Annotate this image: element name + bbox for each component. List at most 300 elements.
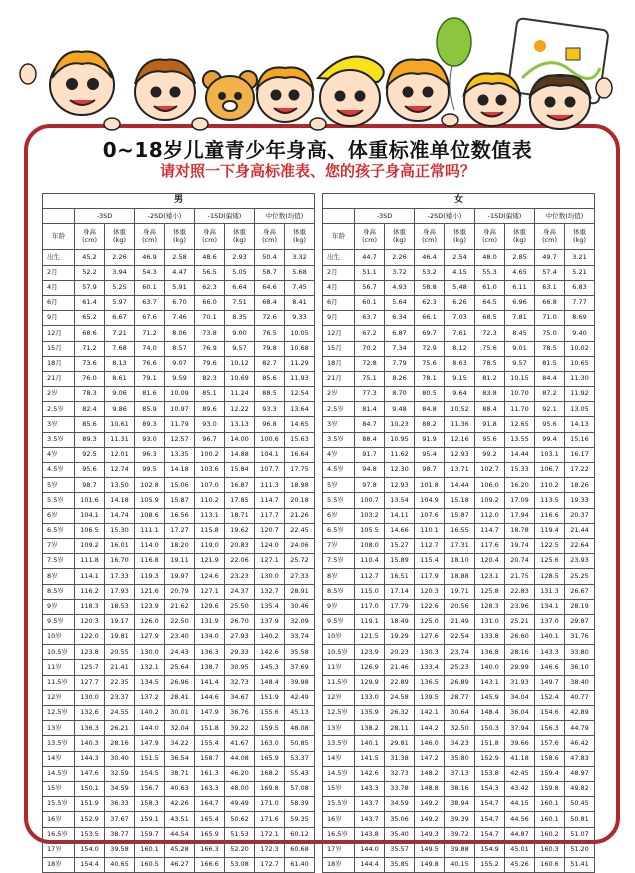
value-cell: 102.7 — [475, 463, 505, 478]
value-cell: 111.1 — [135, 523, 165, 538]
value-cell: 4.93 — [385, 280, 415, 295]
value-cell: 44.79 — [565, 721, 595, 736]
value-cell: 45.01 — [505, 842, 535, 857]
height-unit: (cm) — [202, 235, 217, 244]
table-row — [323, 599, 595, 614]
table-row — [323, 447, 595, 462]
group-header: -1SD(偏矮) — [475, 209, 535, 224]
value-cell: 81.4 — [355, 402, 385, 417]
value-cell: 89.6 — [195, 402, 225, 417]
age-cell: 13.5岁 — [43, 736, 75, 751]
table-row — [323, 311, 595, 326]
weight-label: 体重 — [173, 228, 186, 237]
value-cell: 7.61 — [445, 326, 475, 341]
height-header — [475, 224, 505, 250]
value-cell: 156.7 — [135, 781, 165, 796]
value-cell: 128.5 — [535, 569, 565, 584]
value-cell: 72.6 — [255, 311, 285, 326]
value-cell: 76.9 — [195, 341, 225, 356]
value-cell: 17.33 — [105, 569, 135, 584]
value-cell: 35.40 — [385, 827, 415, 842]
value-cell: 96.3 — [135, 447, 165, 462]
value-cell: 84.7 — [355, 417, 385, 432]
value-cell: 33.78 — [385, 781, 415, 796]
height-unit: (cm) — [142, 235, 157, 244]
table-row — [323, 356, 595, 371]
value-cell: 84.4 — [535, 371, 565, 386]
age-cell: 18岁 — [323, 857, 355, 872]
value-cell: 53.08 — [225, 857, 255, 872]
table-row — [43, 781, 315, 796]
value-cell: 39.98 — [285, 675, 315, 690]
value-cell: 144.0 — [355, 842, 385, 857]
value-cell: 14.18 — [105, 493, 135, 508]
value-cell: 151.8 — [195, 721, 225, 736]
value-cell: 42.26 — [165, 797, 195, 812]
value-cell: 2.85 — [505, 250, 535, 265]
value-cell: 134.0 — [195, 630, 225, 645]
value-cell: 2.54 — [445, 250, 475, 265]
value-cell: 66.1 — [415, 311, 445, 326]
weight-label: 体重 — [573, 228, 587, 237]
value-cell: 49.82 — [565, 781, 595, 796]
value-cell: 88.4 — [355, 432, 385, 447]
value-cell: 21.62 — [165, 599, 195, 614]
value-cell: 41.18 — [505, 751, 535, 766]
header-sex-row — [323, 194, 595, 209]
value-cell: 24.58 — [385, 690, 415, 705]
value-cell: 57.4 — [535, 265, 565, 280]
weight-header — [385, 224, 415, 250]
value-cell: 111.3 — [255, 478, 285, 493]
value-cell: 34.59 — [385, 797, 415, 812]
weight-unit: (kg) — [513, 235, 526, 244]
value-cell: 147.9 — [135, 736, 165, 751]
value-cell: 28.91 — [285, 584, 315, 599]
value-cell: 117.7 — [255, 508, 285, 523]
value-cell: 72.8 — [355, 356, 385, 371]
value-cell: 131.0 — [475, 614, 505, 629]
value-cell: 127.1 — [255, 554, 285, 569]
age-cell: 15岁 — [323, 781, 355, 796]
value-cell: 100.6 — [255, 432, 285, 447]
age-cell: 5岁 — [323, 478, 355, 493]
value-cell: 26.32 — [385, 706, 415, 721]
value-cell: 18.26 — [565, 478, 595, 493]
value-cell: 81.6 — [135, 387, 165, 402]
value-cell: 132.1 — [135, 660, 165, 675]
value-cell: 28.19 — [565, 599, 595, 614]
value-cell: 36.10 — [565, 660, 595, 675]
value-cell: 130.3 — [415, 645, 445, 660]
age-cell: 4月 — [43, 280, 75, 295]
value-cell: 10.52 — [445, 402, 475, 417]
value-cell: 136.3 — [75, 721, 105, 736]
value-cell: 43.51 — [165, 812, 195, 827]
value-cell: 51.07 — [565, 827, 595, 842]
age-cell: 8.5岁 — [43, 584, 75, 599]
weight-label: 体重 — [453, 228, 466, 237]
table-row — [323, 463, 595, 478]
value-cell: 143.3 — [355, 781, 385, 796]
value-cell: 122.6 — [415, 599, 445, 614]
value-cell: 9.57 — [505, 356, 535, 371]
corner-cell — [43, 209, 75, 224]
value-cell: 44.15 — [505, 797, 535, 812]
value-cell: 108.0 — [355, 538, 385, 553]
age-cell: 6.5岁 — [43, 523, 75, 538]
value-cell: 75.6 — [475, 341, 505, 356]
value-cell: 39.66 — [505, 736, 535, 751]
corner-cell — [323, 209, 355, 224]
value-cell: 11.36 — [445, 417, 475, 432]
value-cell: 172.1 — [255, 827, 285, 842]
value-cell: 143.8 — [355, 827, 385, 842]
value-cell: 99.2 — [475, 447, 505, 462]
value-cell: 15.06 — [165, 478, 195, 493]
weight-header — [505, 224, 535, 250]
value-cell: 123.8 — [75, 645, 105, 660]
value-cell: 101.6 — [75, 493, 105, 508]
value-cell: 21.44 — [565, 523, 595, 538]
value-cell: 8.12 — [445, 341, 475, 356]
age-cell: 16.5岁 — [323, 827, 355, 842]
table-row — [43, 265, 315, 280]
value-cell: 130.0 — [255, 569, 285, 584]
table-row — [43, 295, 315, 310]
value-cell: 130.0 — [135, 645, 165, 660]
table-row — [323, 675, 595, 690]
value-cell: 134.5 — [135, 675, 165, 690]
weight-header — [445, 224, 475, 250]
value-cell: 11.31 — [105, 432, 135, 447]
value-cell: 76.6 — [135, 356, 165, 371]
height-label: 身高 — [203, 228, 216, 237]
value-cell: 150.3 — [475, 721, 505, 736]
value-cell: 48.00 — [225, 781, 255, 796]
value-cell: 68.4 — [255, 295, 285, 310]
value-cell: 126.9 — [355, 660, 385, 675]
table-row — [323, 614, 595, 629]
value-cell: 125.8 — [475, 584, 505, 599]
age-cell: 2.5岁 — [43, 402, 75, 417]
age-cell: 2月 — [323, 265, 355, 280]
height-header — [195, 224, 225, 250]
value-cell: 9.59 — [165, 371, 195, 386]
value-cell: 130.0 — [75, 690, 105, 705]
value-cell: 17.85 — [225, 493, 255, 508]
value-cell: 109.2 — [475, 493, 505, 508]
value-cell: 158.6 — [535, 751, 565, 766]
table-row — [323, 387, 595, 402]
age-cell: 9月 — [43, 311, 75, 326]
value-cell: 91.9 — [415, 432, 445, 447]
value-cell: 3.32 — [285, 250, 315, 265]
table-row — [43, 538, 315, 553]
value-cell: 40.15 — [445, 857, 475, 872]
age-header: 年龄 — [323, 224, 355, 250]
value-cell: 26.96 — [165, 675, 195, 690]
value-cell: 103.1 — [535, 447, 565, 462]
value-cell: 9.07 — [165, 356, 195, 371]
value-cell: 148.2 — [415, 766, 445, 781]
value-cell: 151.9 — [255, 690, 285, 705]
weight-header — [285, 224, 315, 250]
value-cell: 15.18 — [445, 493, 475, 508]
weight-header — [225, 224, 255, 250]
value-cell: 53.37 — [285, 751, 315, 766]
height-unit: (cm) — [542, 235, 557, 244]
value-cell: 17.14 — [385, 584, 415, 599]
value-cell: 22.06 — [225, 554, 255, 569]
value-cell: 59.35 — [285, 812, 315, 827]
weight-label: 体重 — [513, 228, 526, 237]
value-cell: 9.57 — [225, 341, 255, 356]
value-cell: 8.70 — [385, 387, 415, 402]
value-cell: 63.7 — [135, 295, 165, 310]
value-cell: 23.23 — [225, 569, 255, 584]
value-cell: 148.8 — [415, 781, 445, 796]
value-cell: 17.27 — [165, 523, 195, 538]
value-cell: 60.12 — [285, 827, 315, 842]
value-cell: 106.0 — [475, 478, 505, 493]
value-cell: 14.74 — [105, 508, 135, 523]
sex-header: 女 — [323, 194, 595, 209]
table-row — [43, 402, 315, 417]
value-cell: 37.69 — [285, 660, 315, 675]
value-cell: 27.33 — [285, 569, 315, 584]
value-cell: 110.1 — [415, 523, 445, 538]
value-cell: 19.17 — [105, 614, 135, 629]
age-cell: 9岁 — [323, 599, 355, 614]
value-cell: 121.5 — [355, 630, 385, 645]
value-cell: 23.40 — [165, 630, 195, 645]
value-cell: 25.21 — [505, 614, 535, 629]
value-cell: 117.6 — [475, 538, 505, 553]
table-row — [323, 690, 595, 705]
value-cell: 155.4 — [195, 736, 225, 751]
value-cell: 44.87 — [505, 827, 535, 842]
value-cell: 17.22 — [565, 463, 595, 478]
age-cell: 4.5岁 — [323, 463, 355, 478]
age-cell: 12岁 — [323, 690, 355, 705]
value-cell: 22.54 — [445, 630, 475, 645]
group-header: -2SD(矮小) — [415, 209, 475, 224]
value-cell: 127.9 — [135, 630, 165, 645]
value-cell: 15.87 — [165, 493, 195, 508]
value-cell: 131.9 — [195, 614, 225, 629]
table-row — [43, 417, 315, 432]
value-cell: 21.26 — [285, 508, 315, 523]
value-cell: 12.57 — [165, 432, 195, 447]
value-cell: 140.1 — [355, 736, 385, 751]
value-cell: 68.5 — [475, 311, 505, 326]
value-cell: 104.1 — [75, 508, 105, 523]
value-cell: 46.9 — [135, 250, 165, 265]
value-cell: 37.67 — [105, 812, 135, 827]
value-cell: 160.2 — [535, 827, 565, 842]
value-cell: 42.45 — [505, 766, 535, 781]
value-cell: 151.8 — [475, 736, 505, 751]
value-cell: 39.72 — [445, 827, 475, 842]
value-cell: 47.83 — [565, 751, 595, 766]
value-cell: 11.62 — [385, 447, 415, 462]
value-cell: 87.2 — [535, 387, 565, 402]
value-cell: 88.5 — [255, 387, 285, 402]
value-cell: 82.4 — [75, 402, 105, 417]
value-cell: 32.04 — [165, 721, 195, 736]
value-cell: 64.5 — [475, 295, 505, 310]
value-cell: 18.49 — [385, 614, 415, 629]
value-cell: 159.7 — [135, 827, 165, 842]
value-cell: 67.6 — [135, 311, 165, 326]
value-cell: 20.56 — [445, 599, 475, 614]
value-cell: 61.40 — [285, 857, 315, 872]
value-cell: 15.27 — [385, 538, 415, 553]
value-cell: 142.6 — [255, 645, 285, 660]
value-cell: 68.6 — [75, 326, 105, 341]
value-cell: 34.23 — [445, 736, 475, 751]
value-cell: 103.2 — [355, 508, 385, 523]
table-row — [323, 478, 595, 493]
value-cell: 5.97 — [105, 295, 135, 310]
value-cell: 46.4 — [415, 250, 445, 265]
table-row — [43, 630, 315, 645]
table-row — [323, 827, 595, 842]
value-cell: 42.49 — [285, 690, 315, 705]
value-cell: 122.5 — [535, 538, 565, 553]
value-cell: 12.65 — [505, 417, 535, 432]
value-cell: 51.1 — [355, 265, 385, 280]
value-cell: 144.3 — [75, 751, 105, 766]
value-cell: 14.11 — [385, 508, 415, 523]
value-cell: 120.4 — [475, 554, 505, 569]
table-row — [323, 660, 595, 675]
value-cell: 83.8 — [475, 387, 505, 402]
value-cell: 45.28 — [165, 842, 195, 857]
table-row — [323, 554, 595, 569]
value-cell: 30.64 — [445, 706, 475, 721]
value-cell: 2.58 — [165, 250, 195, 265]
group-header: -2SD(矮小) — [135, 209, 195, 224]
value-cell: 22.45 — [285, 523, 315, 538]
value-cell: 15.16 — [565, 432, 595, 447]
value-cell: 8.63 — [445, 356, 475, 371]
value-cell: 10.65 — [565, 356, 595, 371]
value-cell: 20.79 — [165, 584, 195, 599]
group-header: 中位数(均值) — [255, 209, 315, 224]
table-row — [323, 797, 595, 812]
value-cell: 100.2 — [195, 447, 225, 462]
value-cell: 99.4 — [535, 432, 565, 447]
value-cell: 147.2 — [415, 751, 445, 766]
value-cell: 39.88 — [445, 842, 475, 857]
value-cell: 116.6 — [535, 508, 565, 523]
value-cell: 143.1 — [475, 675, 505, 690]
value-cell: 19.81 — [105, 630, 135, 645]
value-cell: 10.68 — [285, 341, 315, 356]
value-cell: 73.6 — [75, 356, 105, 371]
value-cell: 7.68 — [105, 341, 135, 356]
weight-label: 体重 — [393, 228, 406, 237]
value-cell: 128.3 — [475, 599, 505, 614]
value-cell: 11.29 — [285, 356, 315, 371]
value-cell: 93.0 — [195, 417, 225, 432]
weight-unit: (kg) — [393, 235, 406, 244]
value-cell: 154.7 — [475, 797, 505, 812]
value-cell: 32.59 — [105, 766, 135, 781]
header-sex-row — [43, 194, 315, 209]
weight-unit: (kg) — [453, 235, 466, 244]
value-cell: 18.20 — [165, 538, 195, 553]
female-table — [322, 193, 595, 873]
table-row — [43, 660, 315, 675]
table-row — [323, 417, 595, 432]
value-cell: 85.6 — [75, 417, 105, 432]
value-cell: 14.44 — [445, 478, 475, 493]
value-cell: 26.21 — [105, 721, 135, 736]
value-cell: 5.48 — [445, 280, 475, 295]
age-cell: 21月 — [43, 371, 75, 386]
age-cell: 3.5岁 — [323, 432, 355, 447]
value-cell: 15.33 — [505, 463, 535, 478]
value-cell: 9.00 — [225, 326, 255, 341]
age-cell: 2岁 — [323, 387, 355, 402]
value-cell: 107.7 — [255, 463, 285, 478]
value-cell: 3.94 — [105, 265, 135, 280]
value-cell: 121.9 — [195, 554, 225, 569]
value-cell: 166.6 — [195, 857, 225, 872]
value-cell: 35.57 — [385, 842, 415, 857]
age-cell: 18月 — [323, 356, 355, 371]
value-cell: 76.5 — [255, 326, 285, 341]
value-cell: 96.8 — [255, 417, 285, 432]
value-cell: 115.0 — [355, 584, 385, 599]
age-cell: 16岁 — [323, 812, 355, 827]
value-cell: 132.6 — [75, 706, 105, 721]
value-cell: 34.67 — [225, 690, 255, 705]
value-cell: 70.1 — [195, 311, 225, 326]
value-cell: 118.3 — [75, 599, 105, 614]
table-row — [323, 280, 595, 295]
table-row — [43, 371, 315, 386]
value-cell: 51.53 — [225, 827, 255, 842]
age-cell: 12.5岁 — [323, 706, 355, 721]
value-cell: 125.6 — [535, 554, 565, 569]
value-cell: 11.70 — [505, 402, 535, 417]
value-cell: 137.9 — [255, 614, 285, 629]
value-cell: 171.6 — [255, 812, 285, 827]
value-cell: 32.73 — [225, 675, 255, 690]
male-table — [42, 193, 315, 873]
value-cell: 10.61 — [105, 417, 135, 432]
value-cell: 3.72 — [385, 265, 415, 280]
value-cell: 153.5 — [75, 827, 105, 842]
value-cell: 40.65 — [105, 857, 135, 872]
value-cell: 158.7 — [195, 751, 225, 766]
value-cell: 129.9 — [355, 675, 385, 690]
value-cell: 66.0 — [195, 295, 225, 310]
value-cell: 18.71 — [225, 508, 255, 523]
value-cell: 76.0 — [75, 371, 105, 386]
value-cell: 12.93 — [445, 447, 475, 462]
value-cell: 91.7 — [355, 447, 385, 462]
age-cell: 6岁 — [323, 508, 355, 523]
age-cell: 7岁 — [323, 538, 355, 553]
table-row — [43, 569, 315, 584]
height-unit: (cm) — [482, 235, 497, 244]
value-cell: 79.1 — [135, 371, 165, 386]
